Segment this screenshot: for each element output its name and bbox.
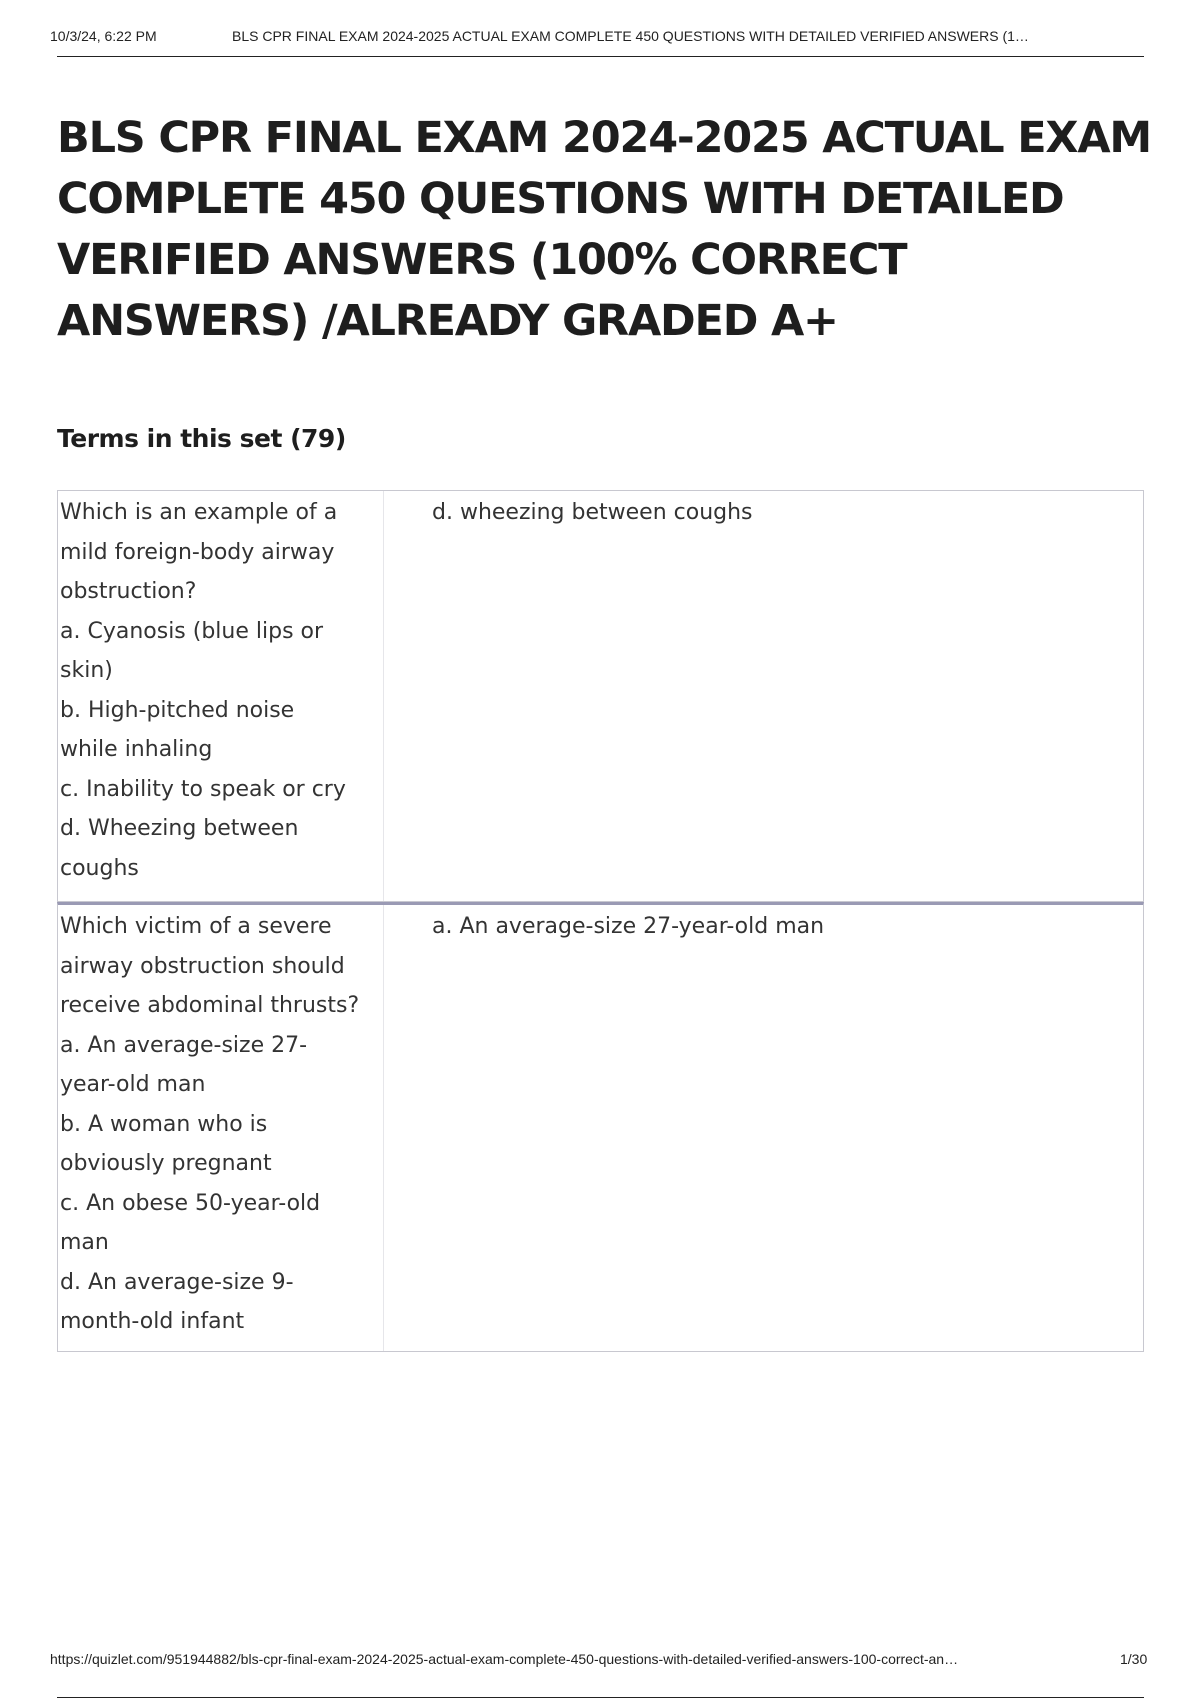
term-card	[57, 490, 1144, 902]
term-answer: a. An average-size 27-year-old man	[432, 914, 825, 939]
footer-divider	[57, 1697, 1144, 1698]
term-question: Which is an example of a mild foreign-body airway obstruction? a. Cyanosis (blue lips or skin) b. High-pitched noise while inhaling c. Inability to speak or cry d. Wheezing between coughs	[58, 491, 384, 901]
print-date: 10/3/24, 6:22 PM	[50, 28, 157, 44]
terms-table	[57, 490, 1144, 1352]
term-answer: d. wheezing between coughs	[432, 500, 753, 525]
term-card	[57, 902, 1144, 1352]
header-divider	[57, 56, 1144, 57]
page-url: https://quizlet.com/951944882/bls-cpr-final-exam-2024-2025-actual-exam-complete-450-questions-with-detailed-verified-answers-100-correct-an…	[50, 1651, 959, 1667]
term-question: Which victim of a severe airway obstruction should receive abdominal thrusts? a. An average-size 27- year-old man b. A woman who is obviously pregnant c. An obese 50-year-old man d. An average-size 9- month-old infant	[58, 905, 384, 1351]
page-number: 1/30	[1120, 1651, 1148, 1667]
print-header-title: BLS CPR FINAL EXAM 2024-2025 ACTUAL EXAM COMPLETE 450 QUESTIONS WITH DETAILED VERIFIED ANSWERS (1…	[232, 28, 1029, 44]
page-title: BLS CPR FINAL EXAM 2024-2025 ACTUAL EXAM COMPLETE 450 QUESTIONS WITH DETAILED VERIFIED ANSWERS (100% CORRECT ANSWERS) /ALREADY GRADED A+	[57, 113, 1152, 346]
terms-heading: Terms in this set (79)	[57, 424, 346, 453]
